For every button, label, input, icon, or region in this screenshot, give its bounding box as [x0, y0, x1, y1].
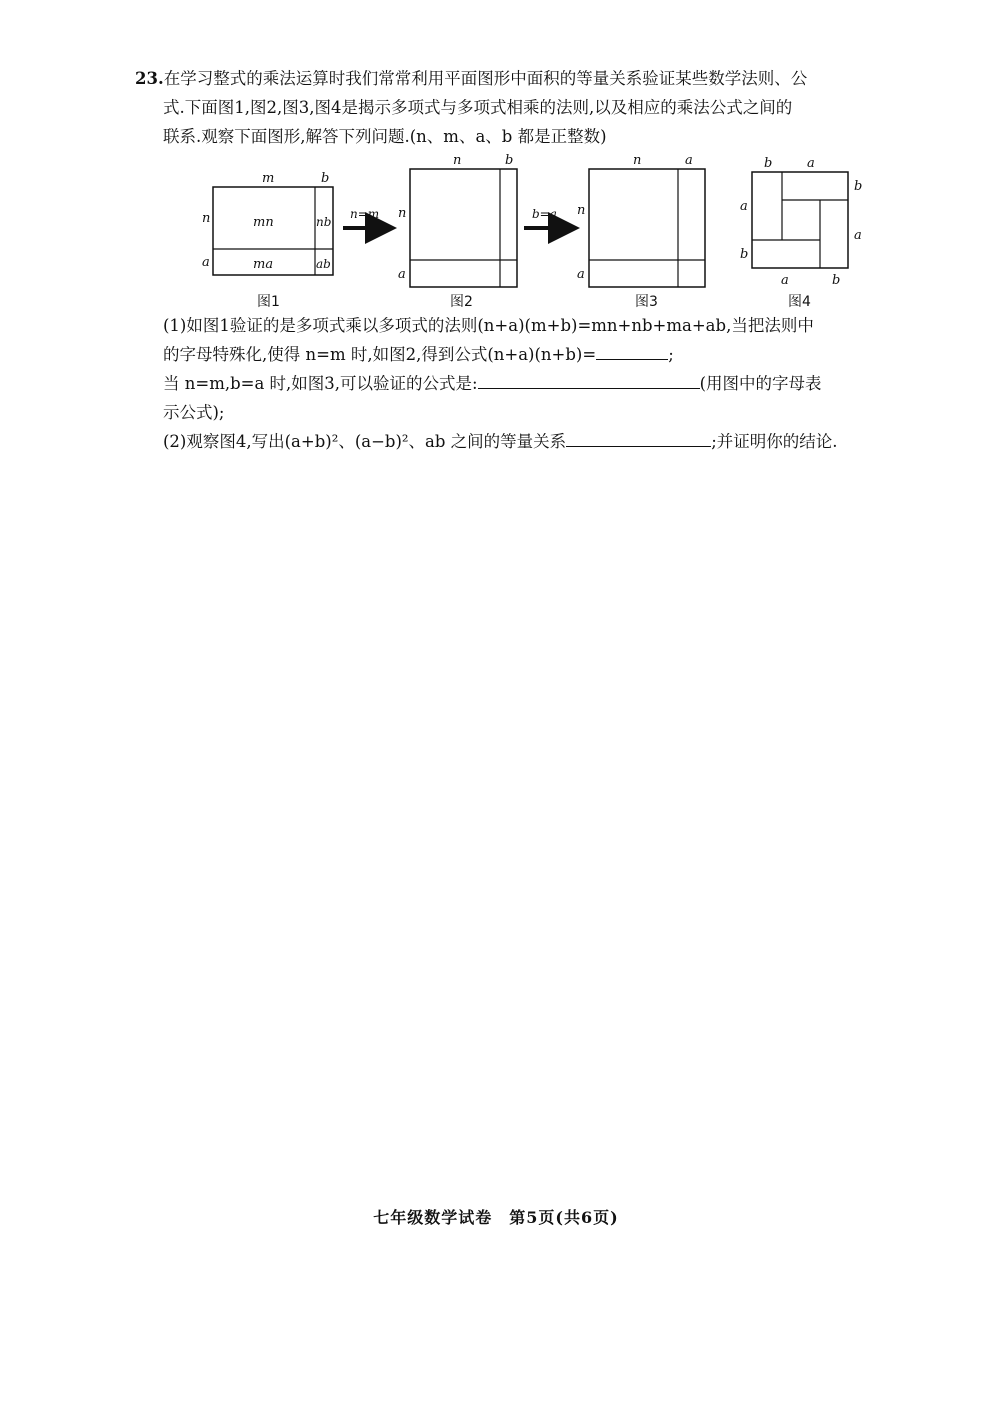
fig1-area-nb: nb	[316, 215, 332, 229]
fig3-label-a: a	[685, 153, 693, 168]
question-intro-line-2: 式.下面图1,图2,图3,图4是揭示多项式与多项式相乘的法则,以及相应的乘法公式之间的	[163, 98, 793, 117]
figure-1	[202, 171, 333, 310]
fig4-label-bottom-a: a	[781, 273, 789, 288]
fig3-label-left-a: a	[577, 267, 585, 282]
figures-svg	[195, 150, 875, 320]
fig1-label-n: n	[202, 211, 211, 226]
figures-row	[195, 150, 875, 320]
figure-3	[577, 153, 705, 310]
figure-4	[740, 156, 862, 310]
part2-line-1: (2)观察图4,写出(a+b)²、(a−b)²、ab 之间的等量关系 ;并证明你的结论.	[135, 427, 915, 456]
part1-line-2: 的字母特殊化,使得 n=m 时,如图2,得到公式(n+a)(n+b)= ;	[135, 340, 915, 369]
fig1-label-m: m	[262, 171, 275, 186]
fig4-label-top-a: a	[807, 156, 815, 171]
fig3-label-n: n	[633, 153, 642, 168]
fig3-label-left-n: n	[577, 203, 586, 218]
fig2-label-left-n: n	[398, 206, 407, 221]
question-number: 23.	[135, 69, 164, 88]
arrow-2	[524, 207, 572, 228]
fig1-area-ma: ma	[253, 257, 274, 272]
fig2-label-left-a: a	[398, 267, 406, 282]
fig4-label-bottom-b: b	[832, 273, 841, 288]
fig1-caption: 图1	[257, 294, 280, 310]
fig1-label-a: a	[202, 255, 210, 270]
page-footer: 七年级数学试卷 第5页(共6页)	[373, 1208, 619, 1227]
fig2-label-b: b	[505, 153, 514, 168]
fig1-label-b: b	[321, 171, 330, 186]
fig2-label-n: n	[453, 153, 462, 168]
fig4-label-left-b: b	[740, 247, 749, 262]
fig4-outer-square	[752, 172, 848, 268]
fig3-outer-rect	[589, 169, 705, 287]
figure-2	[398, 153, 517, 310]
fig4-label-right-b: b	[854, 179, 863, 194]
fig2-caption: 图2	[450, 294, 473, 310]
fig1-area-mn: mn	[253, 215, 274, 230]
part1-line-3: 当 n=m,b=a 时,如图3,可以验证的公式是: (用图中的字母表	[135, 369, 915, 398]
fig1-area-ab: ab	[316, 257, 331, 271]
answer-blank-1[interactable]	[596, 341, 668, 360]
fig3-caption: 图3	[635, 294, 658, 310]
fig2-outer-rect	[410, 169, 517, 287]
part1-line-4: 示公式);	[163, 403, 225, 422]
question-intro-line-1: 23.在学习整式的乘法运算时我们常常利用平面图形中面积的等量关系验证某些数学法则、公	[135, 69, 808, 88]
arrow-1	[343, 207, 389, 228]
arrow-2-label: b=a	[532, 207, 557, 221]
fig4-label-left-a: a	[740, 199, 748, 214]
fig4-label-right-a: a	[854, 228, 862, 243]
answer-blank-3[interactable]	[566, 428, 711, 447]
fig4-caption: 图4	[788, 294, 811, 310]
question-intro-line-3: 联系.观察下面图形,解答下列问题.(n、m、a、b 都是正整数)	[163, 127, 607, 146]
part1-line-1: (1)如图1验证的是多项式乘以多项式的法则(n+a)(m+b)=mn+nb+ma+ab,当把法则中	[163, 316, 814, 335]
answer-blank-2[interactable]	[478, 370, 700, 389]
fig4-label-top-b: b	[764, 156, 773, 171]
arrow-1-label: n=m	[350, 207, 380, 221]
